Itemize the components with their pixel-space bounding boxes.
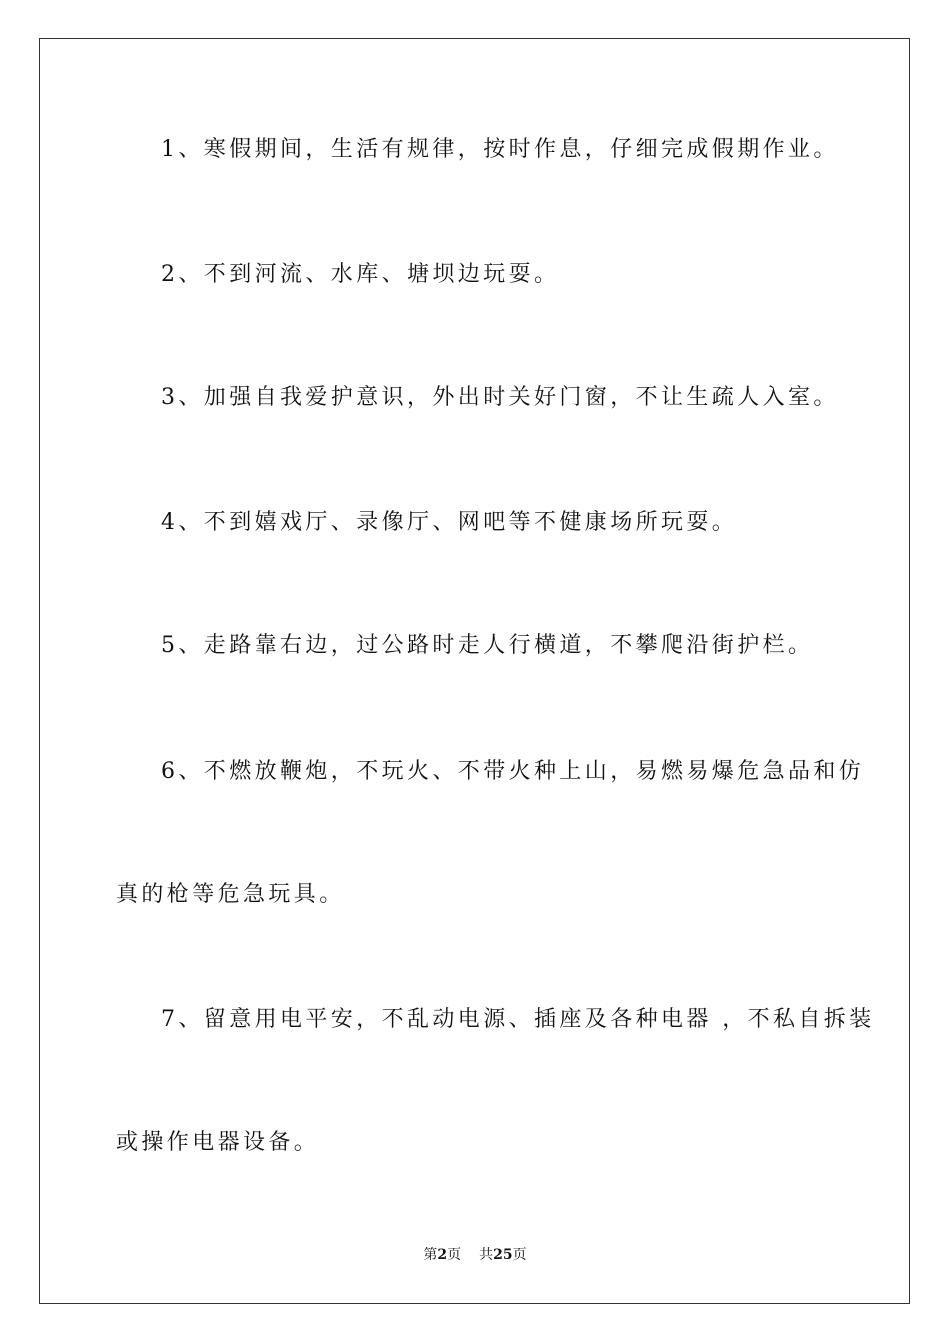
page-prefix: 第 [423, 1247, 438, 1263]
paragraph-3: 3、加强自我爱护意识，外出时关好门窗，不让生疏人入室。 [161, 385, 839, 410]
page-suffix: 页 [447, 1247, 462, 1263]
paragraph-5: 5、走路靠右边，过公路时走人行横道，不攀爬沿街护栏。 [161, 633, 814, 658]
paragraph-6-line-2: 真的枪等危急玩具。 [116, 882, 345, 907]
paragraph-2: 2、不到河流、水库、塘坝边玩耍。 [161, 262, 560, 287]
page-number: 2 [437, 1247, 448, 1263]
paragraph-4: 4、不到嬉戏厅、录像厅、网吧等不健康场所玩耍。 [161, 510, 738, 535]
total-pages: 25 [493, 1247, 513, 1263]
total-suffix: 页 [512, 1247, 527, 1263]
paragraph-7-line-1: 7、留意用电平安，不乱动电源、插座及各种电器 ，不私自拆装 [161, 1007, 875, 1032]
paragraph-1: 1、寒假期间，生活有规律，按时作息，仔细完成假期作业。 [161, 137, 839, 162]
page-frame [39, 38, 910, 1304]
paragraph-7-line-2: 或操作电器设备。 [116, 1130, 320, 1155]
page-footer [0, 1246, 950, 1264]
paragraph-6-line-1: 6、不燃放鞭炮，不玩火、不带火种上山，易燃易爆危急品和仿 [161, 759, 865, 784]
total-prefix: 共 [479, 1247, 494, 1263]
